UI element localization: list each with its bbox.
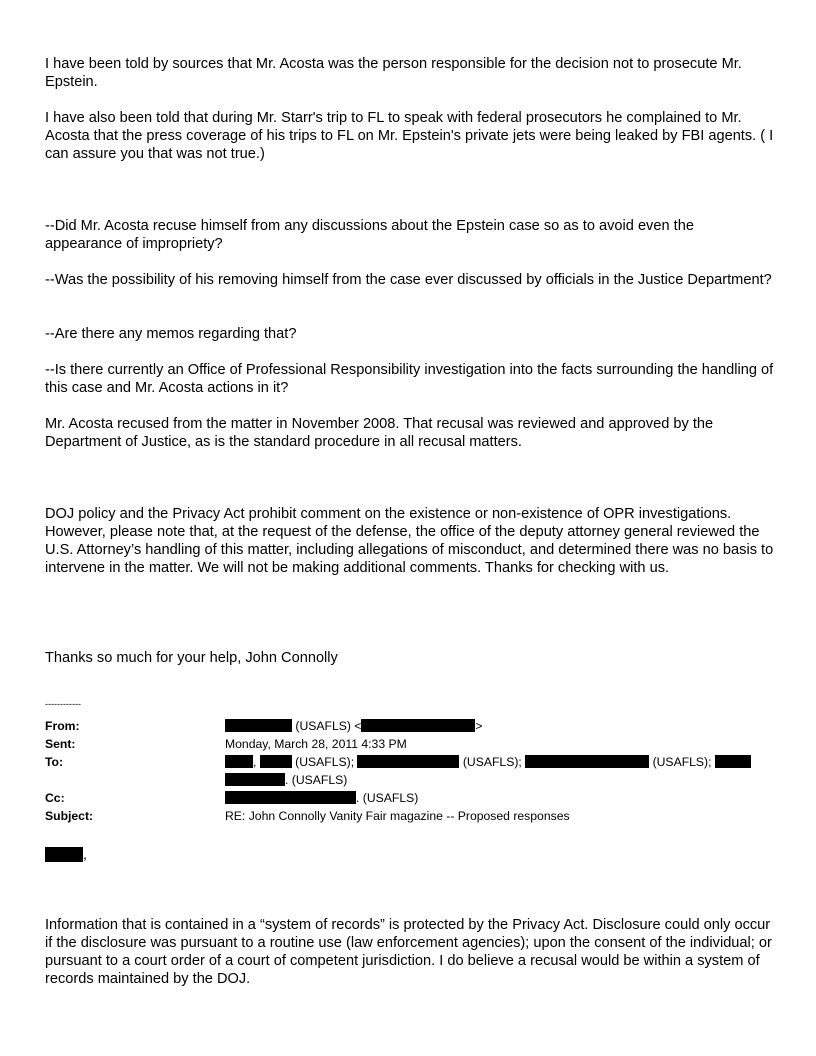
redaction-block xyxy=(361,719,475,732)
question-removing: --Was the possibility of his removing himself from the case ever discussed by officials in the Justice Department? xyxy=(45,272,772,288)
from-label: From: xyxy=(45,719,80,733)
privacy-act-paragraph: Information that is contained in a “system of records” is protected by the Privacy Act. Disclosure could only occur if the disclosure was pursuant to a routine use (law enforcement agencies); upon the consent of the individual; or pursuant to a court order of a court of competent jurisdiction. I do believe a recusal would be within a system of records maintained by the DOJ. xyxy=(45,917,772,987)
redaction-block xyxy=(225,791,356,804)
to-org: (USAFLS); xyxy=(649,755,712,769)
to-org: (USAFLS); xyxy=(291,755,355,769)
question-opr: --Is there currently an Office of Professional Responsibility investigation into the facts surrounding the handling of this case and Mr. Acosta actions in it? xyxy=(45,362,774,396)
answer-recusal: Mr. Acosta recused from the matter in November 2008. That recusal was reviewed and approved by the Department of Justice, as is the standard procedure in all recusal matters. xyxy=(45,416,714,450)
paragraph-sources: I have been told by sources that Mr. Acosta was the person responsible for the decision not to prosecute Mr. Epstein. xyxy=(45,56,742,90)
thanks-line: Thanks so much for your help, John Connolly xyxy=(45,650,338,666)
redaction-block xyxy=(45,847,83,862)
redaction-block xyxy=(225,719,292,732)
to-label: To: xyxy=(45,755,64,769)
to-value xyxy=(225,753,751,771)
cc-org: . (USAFLS) xyxy=(356,791,419,805)
to-org-last: . (USAFLS) xyxy=(285,773,348,787)
from-org: (USAFLS) < xyxy=(292,719,362,733)
subject-label: Subject: xyxy=(45,809,94,823)
redaction-block xyxy=(715,755,751,768)
to-org: (USAFLS); xyxy=(459,755,522,769)
to-value-continued xyxy=(225,771,347,789)
to-separator: , xyxy=(253,755,257,769)
paragraph-starr-trip: I have also been told that during Mr. Starr's trip to FL to speak with federal prosecutors he complained to Mr. Acosta that the press coverage of his trips to FL on Mr. Epstein's private jets were being leaked by FBI agents. ( I can assure you that was not true.) xyxy=(45,110,774,162)
cc-value xyxy=(225,789,418,807)
header-divider: ------------ xyxy=(45,699,81,709)
question-memos: --Are there any memos regarding that? xyxy=(45,326,297,342)
question-recuse: --Did Mr. Acosta recuse himself from any discussions about the Epstein case so as to avoid even the appearance of impropriety? xyxy=(45,218,694,252)
sent-value: Monday, March 28, 2011 4:33 PM xyxy=(225,737,407,751)
subject-value: RE: John Connolly Vanity Fair magazine -- Proposed responses xyxy=(225,809,570,823)
redaction-block xyxy=(260,755,292,768)
answer-opr: DOJ policy and the Privacy Act prohibit comment on the existence or non-existence of OPR investigations. However, please note that, at the request of the defense, the office of the deputy attorney general reviewed the U.S. Attorney’s handling of this matter, including allegations of misconduct, and determined there was no basis to intervene in the matter. We will not be making additional comments. Thanks for checking with us. xyxy=(45,506,774,576)
redaction-block xyxy=(225,755,253,768)
sent-label: Sent: xyxy=(45,737,76,751)
redaction-block xyxy=(357,755,459,768)
redaction-block xyxy=(225,773,285,786)
greeting xyxy=(45,845,87,863)
from-end: > xyxy=(475,719,483,733)
cc-label: Cc: xyxy=(45,791,65,805)
redaction-block xyxy=(525,755,649,768)
greeting-comma: , xyxy=(83,846,87,862)
from-value xyxy=(225,717,483,735)
